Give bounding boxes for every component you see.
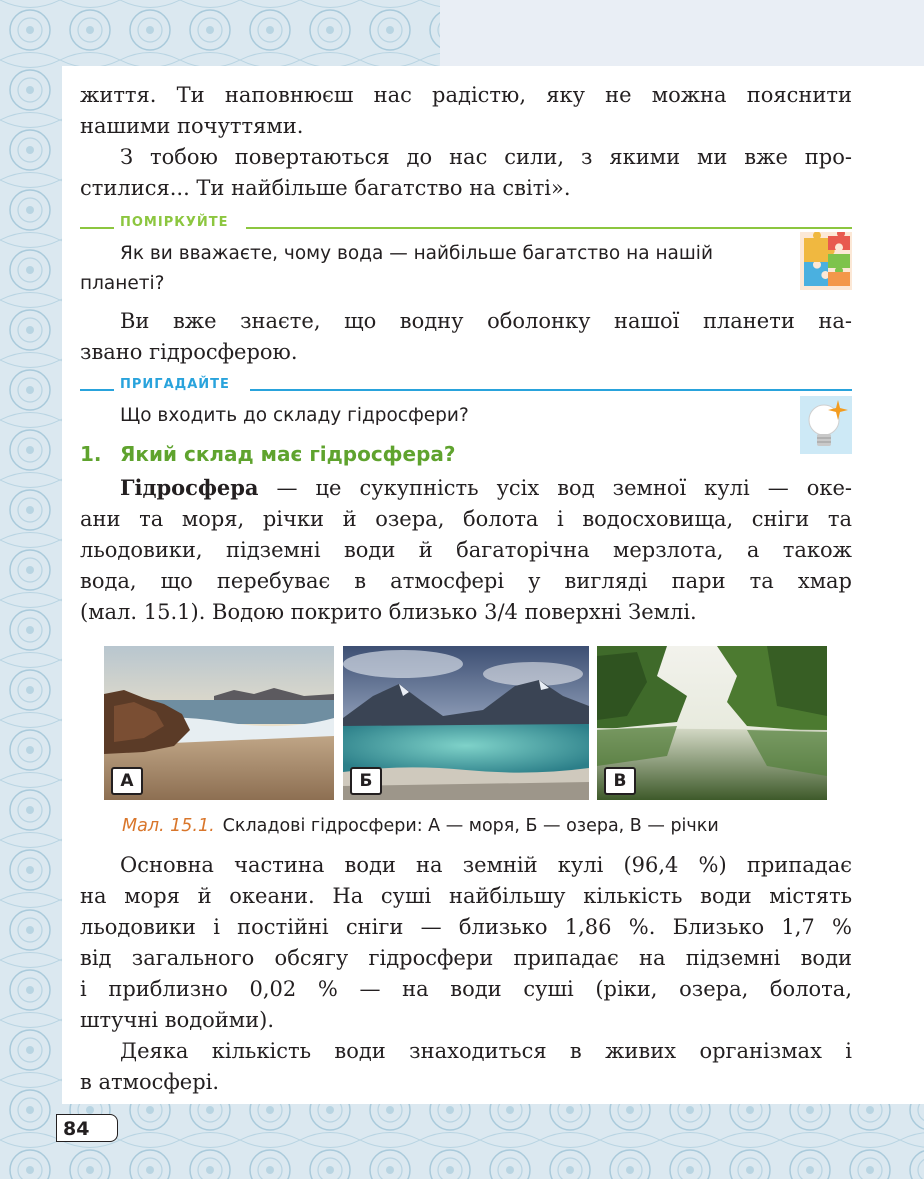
paragraph-1: життя. Ти наповнюєш нас радістю, яку не можна пояснити нашими почуттями. [80,83,852,138]
paragraph-4: Основна частина води на земній кулі (96,4 %) припадає на моря й океани. На суші найбільшу кількість води містять льодовики і постійні сніги — близько 1,86 %. Близько 1,7 % від загального обсягу гідросфери припадає на підземні води і приблизно 0,02 % — на води суші (ріки, озера, болота, штучні водойми). [80,853,852,1032]
photo-label: А [111,767,143,795]
paragraph-3: Ви вже знаєте, що водну оболонку нашої планети на- звано гідросферою. [80,309,852,364]
puzzle-icon [800,232,852,294]
think-question-cont: планеті? [80,273,165,294]
photo-label: В [604,767,636,795]
recall-question: Що входить до складу гідросфери? [120,405,469,426]
photo-sea [104,646,334,800]
photo-lake [343,646,589,800]
paragraph-2: З тобою повертаються до нас сили, з якими ми вже про- стилися... Ти найбільше багатство на світі». [80,145,852,200]
definition-term: Гідросфера [120,475,259,500]
photo-river [597,646,827,800]
paragraph-5: Деяка кількість води знаходиться в живих організмах і в атмосфері. [80,1039,852,1094]
think-header: ПОМІРКУЙТЕ [80,216,852,232]
photo-label: Б [350,767,382,795]
figure-caption [122,816,719,836]
lightbulb-icon [800,396,852,458]
caption-label: Мал. 15.1. [122,816,215,836]
recall-header: ПРИГАДАЙТЕ [80,378,852,394]
page-number: 84 [56,1114,118,1142]
think-question: Як ви вважаєте, чому вода — найбільше багатство на нашій [120,243,713,264]
caption-text: Складові гідросфери: А — моря, Б — озера, В — річки [222,816,719,836]
section-heading: 1. Який склад має гідросфера? [80,442,456,466]
definition-paragraph: Гідросфера — це сукупність усіх вод земної кулі — оке- ани та моря, річки й озера, болота і водосховища, сніги та льодовики, підземні води й багаторічна мерзлота, а також вода, що перебуває в атмосфері у вигляді пари та хмар (мал. 15.1). Водою покрито близько 3/4 поверхні Землі. [80,475,852,624]
